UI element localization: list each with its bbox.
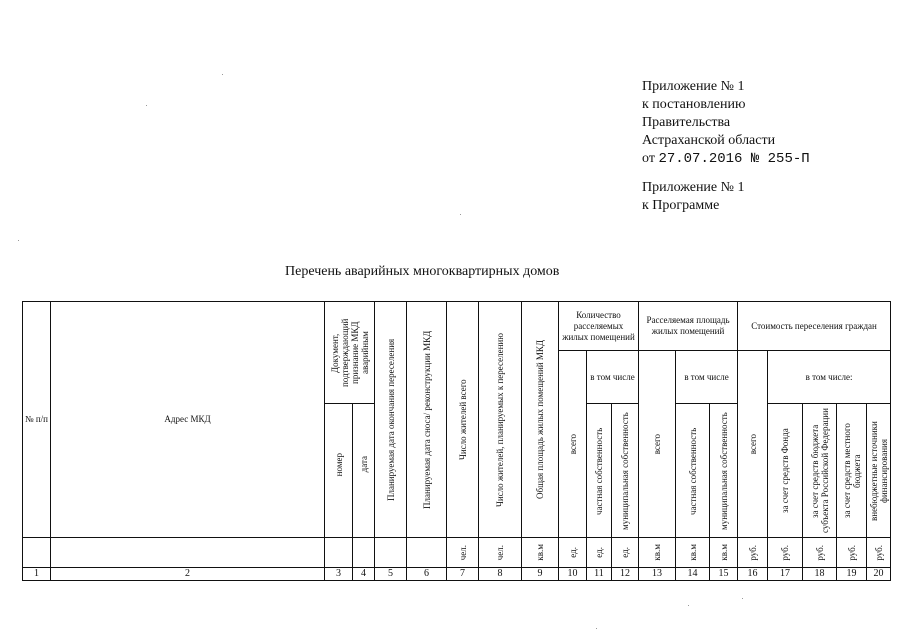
unit-cell: руб. (768, 538, 803, 568)
appendix-program-block (642, 179, 745, 215)
appendix-line: Астраханской области (642, 133, 776, 148)
column-number: 16 (738, 568, 768, 581)
column-number: 6 (407, 568, 447, 581)
column-number: 10 (559, 568, 587, 581)
houses-table (22, 301, 891, 581)
cost-group-header: Стоимость переселения граждан (738, 302, 891, 351)
unit-cell: кв.м (522, 538, 559, 568)
doc-number-header: номер (325, 404, 353, 538)
qty-incl-header: в том числе (587, 351, 639, 404)
column-number: 11 (587, 568, 612, 581)
column-number: 15 (710, 568, 738, 581)
unit-cell (325, 538, 353, 568)
appendix-date-value: 27.07.2016 № 255-П (658, 151, 810, 167)
appendix-date-line (642, 150, 810, 168)
column-number: 9 (522, 568, 559, 581)
appendix-line: Правительства (642, 115, 731, 130)
appendix-block (642, 78, 810, 168)
cost-incl-header: в том числе: (768, 351, 891, 404)
appendix-program-line: к Программе (642, 198, 720, 213)
document-title: Перечень аварийных многоквартирных домов (285, 264, 560, 279)
unit-cell (23, 538, 51, 568)
residents-planned-header: Число жителей, планируемых к переселению (479, 302, 522, 538)
area-total-header: всего (639, 351, 676, 538)
column-number: 7 (447, 568, 479, 581)
unit-cell: руб. (867, 538, 891, 568)
unit-cell: ед. (587, 538, 612, 568)
appendix-date-prefix: от (642, 151, 655, 166)
column-number: 13 (639, 568, 676, 581)
cost-local-header: за счет средств местного бюджета (837, 404, 867, 538)
doc-group-header: Документ, подтверждающий признание МКД аварийным (325, 302, 375, 404)
column-number: 17 (768, 568, 803, 581)
col-number-header: № п/п (23, 302, 51, 538)
residents-total-header: Число жителей всего (447, 302, 479, 538)
column-number: 2 (51, 568, 325, 581)
column-number: 14 (676, 568, 710, 581)
column-number: 18 (803, 568, 837, 581)
total-area-header: Общая площадь жилых помещений МКД (522, 302, 559, 538)
cost-total-header: всего (738, 351, 768, 538)
unit-cell: кв.м (710, 538, 738, 568)
column-number: 19 (837, 568, 867, 581)
cost-other-header: внебюджетные источники финансирования (867, 404, 891, 538)
column-number: 1 (23, 568, 51, 581)
qty-private-header: частная собственность (587, 404, 612, 538)
unit-cell: руб. (803, 538, 837, 568)
column-number: 12 (612, 568, 639, 581)
unit-cell: ед. (612, 538, 639, 568)
unit-cell: кв.м (676, 538, 710, 568)
qty-total-header: всего (559, 351, 587, 538)
unit-cell (407, 538, 447, 568)
planned-demolition-header: Планируемая дата сноса/ реконструкции МКД (407, 302, 447, 538)
appendix-line: Приложение № 1 (642, 79, 745, 94)
column-number: 20 (867, 568, 891, 581)
column-number: 8 (479, 568, 522, 581)
unit-cell (353, 538, 375, 568)
area-municipal-header: муниципальная собственность (710, 404, 738, 538)
unit-cell: руб. (837, 538, 867, 568)
planned-end-header: Планируемая дата окончания переселения (375, 302, 407, 538)
column-number: 3 (325, 568, 353, 581)
column-number: 5 (375, 568, 407, 581)
unit-cell: чел. (479, 538, 522, 568)
qty-group-header: Количество расселяемых жилых помещений (559, 302, 639, 351)
area-incl-header: в том числе (676, 351, 738, 404)
doc-date-header: дата (353, 404, 375, 538)
appendix-line: к постановлению (642, 97, 746, 112)
unit-cell: кв.м (639, 538, 676, 568)
area-private-header: частная собственность (676, 404, 710, 538)
col-address-header: Адрес МКД (51, 302, 325, 538)
qty-municipal-header: муниципальная собственность (612, 404, 639, 538)
unit-cell (51, 538, 325, 568)
column-number: 4 (353, 568, 375, 581)
unit-cell: руб. (738, 538, 768, 568)
unit-cell (375, 538, 407, 568)
unit-cell: чел. (447, 538, 479, 568)
appendix-program-line: Приложение № 1 (642, 180, 745, 195)
unit-cell: ед. (559, 538, 587, 568)
cost-region-header: за счет средств бюджета субъекта Российской Федерации (803, 404, 837, 538)
area-group-header: Расселяемая площадь жилых помещений (639, 302, 738, 351)
cost-fund-header: за счет средств Фонда (768, 404, 803, 538)
